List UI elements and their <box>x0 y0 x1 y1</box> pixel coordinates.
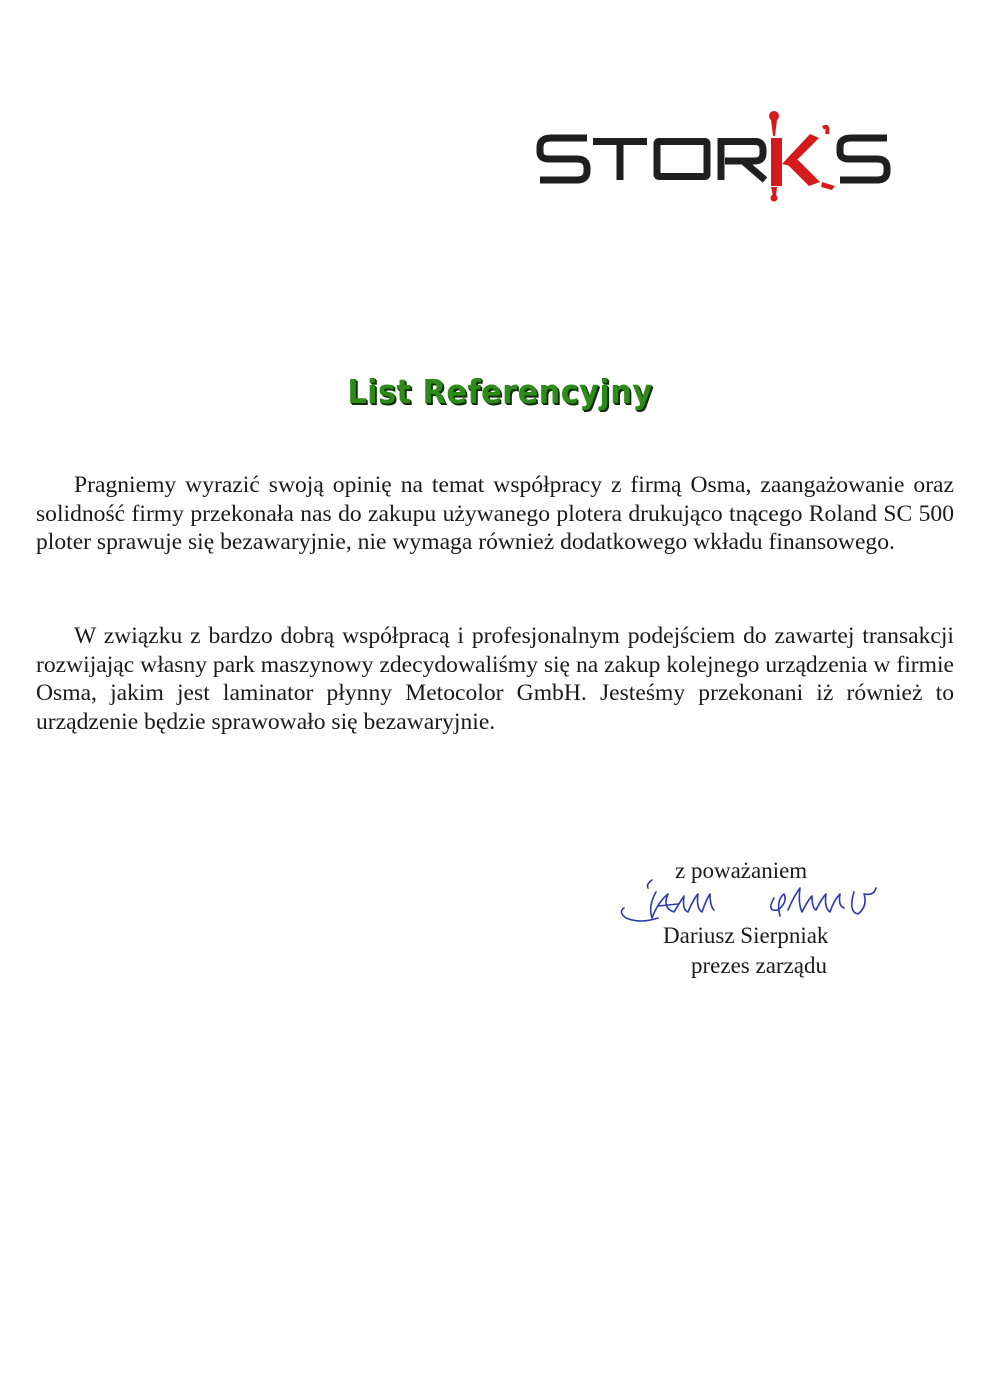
logo-letter-r <box>721 142 765 181</box>
logo-letter-t <box>593 142 647 181</box>
signer-position: prezes zarządu <box>691 953 827 978</box>
body-paragraph-2: W związku z bardzo dobrą współpracą i profesjonalnym podejściem do zawartej transakcji rozwijając własny park maszynowy zdecydowaliśmy się na zakup kolejnego urządzenia w firmie Osma, jakim jest laminator płynny Metocolor GmbH. Jesteśmy przekonani iż również to urządzenie będzie sprawowało się bezawaryjnie. <box>36 623 954 735</box>
letter-title: List Referencyjny <box>347 372 653 411</box>
logo-letter-k-stork <box>769 111 835 202</box>
logo-mark <box>823 127 828 134</box>
body-paragraph-1: Pragniemy wyrazić swoją opinię na temat współpracy z firmą Osma, zaangażowanie oraz solidność firmy przekonała nas do zakupu używanego plotera drukująco tnącego Roland SC 500 ploter sprawuje się bezawaryjnie, nie wymaga również dodatkowego wkładu finansowego. <box>36 472 954 555</box>
company-logo <box>535 98 900 208</box>
closing-salutation: z poważaniem <box>675 858 808 883</box>
logo-letter-s1 <box>540 138 587 180</box>
signer-name: Dariusz Sierpniak <box>663 923 829 948</box>
logo-letter-o <box>657 142 707 177</box>
logo-letter-s2 <box>840 138 887 180</box>
